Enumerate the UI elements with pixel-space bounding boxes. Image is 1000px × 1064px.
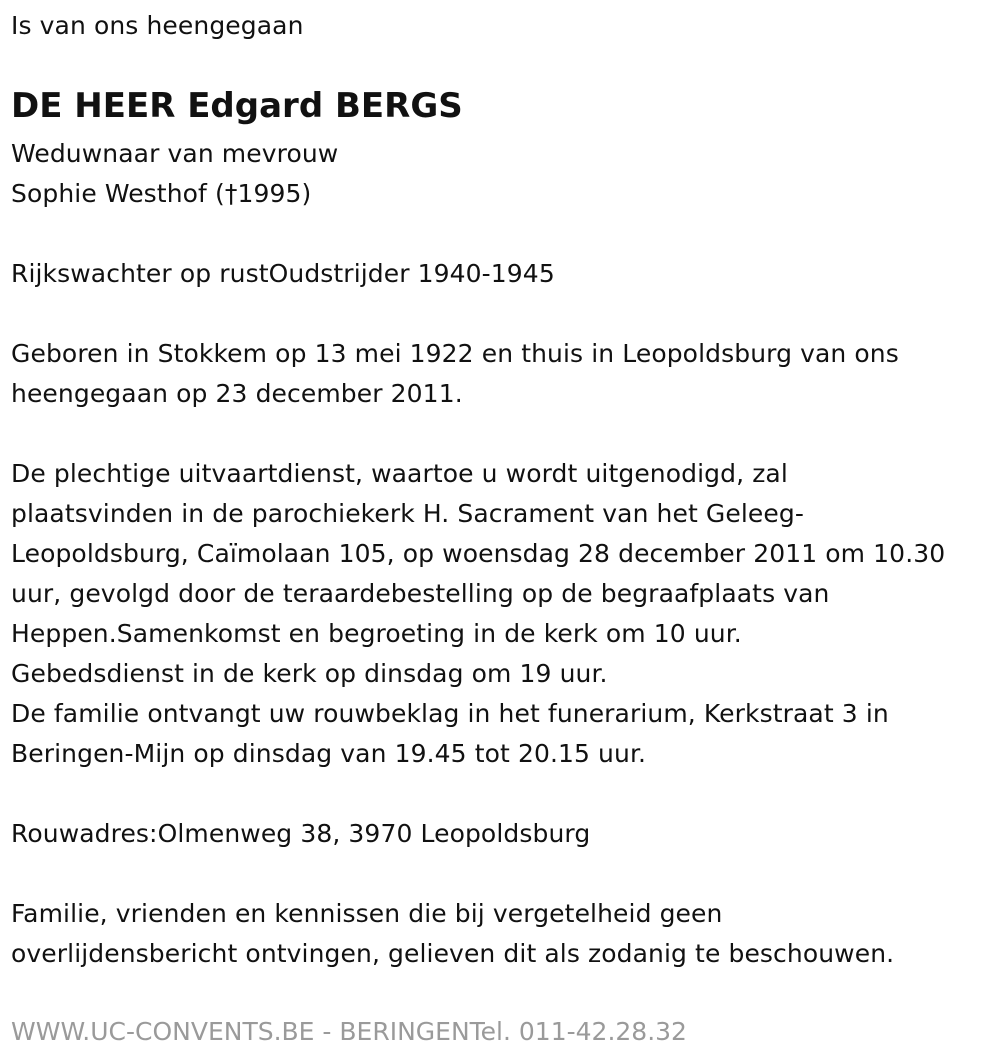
funeral-info-block [11, 454, 945, 774]
widower-line: Weduwnaar van mevrouw [11, 139, 339, 168]
funeral-line: De plechtige uitvaartdienst, waartoe u wordt uitgenodigd, zal [11, 459, 788, 488]
intro-text: Is van ons heengegaan [11, 11, 304, 40]
widower-block [11, 134, 338, 214]
birth-death-line: heengegaan op 23 december 2011. [11, 379, 463, 408]
deceased-name: DE HEER Edgard BERGS [11, 86, 463, 126]
mourning-address-block [11, 814, 590, 854]
funeral-line: De familie ontvangt uw rouwbeklag in het funerarium, Kerkstraat 3 in [11, 699, 889, 728]
funeral-line: Heppen.Samenkomst en begroeting in de kerk om 10 uur. [11, 619, 742, 648]
spouse-line: Sophie Westhof (†1995) [11, 179, 312, 208]
family-note-line: overlijdensbericht ontvingen, gelieven dit als zodanig te beschouwen. [11, 939, 895, 968]
funeral-line: plaatsvinden in de parochiekerk H. Sacrament van het Geleeg- [11, 499, 804, 528]
funeral-line: Leopoldsburg, Caïmolaan 105, op woensdag 28 december 2011 om 10.30 [11, 539, 946, 568]
occupation-line: Rijkswachter op rustOudstrijder 1940-1945 [11, 259, 555, 288]
birth-death-line: Geboren in Stokkem op 13 mei 1922 en thuis in Leopoldsburg van ons [11, 339, 899, 368]
family-note-block [11, 894, 894, 974]
occupation-block [11, 254, 555, 294]
funeral-line: Gebedsdienst in de kerk op dinsdag om 19 uur. [11, 659, 608, 688]
birth-death-block [11, 334, 899, 414]
funeral-line: uur, gevolgd door de teraardebestelling op de begraafplaats van [11, 579, 830, 608]
funeral-line: Beringen-Mijn op dinsdag van 19.45 tot 20.15 uur. [11, 739, 647, 768]
family-note-line: Familie, vrienden en kennissen die bij vergetelheid geen [11, 899, 723, 928]
mourning-address: Rouwadres:Olmenweg 38, 3970 Leopoldsburg [11, 819, 591, 848]
footer-credit: WWW.UC-CONVENTS.BE - BERINGENTel. 011-42.28.32 [11, 1017, 687, 1046]
